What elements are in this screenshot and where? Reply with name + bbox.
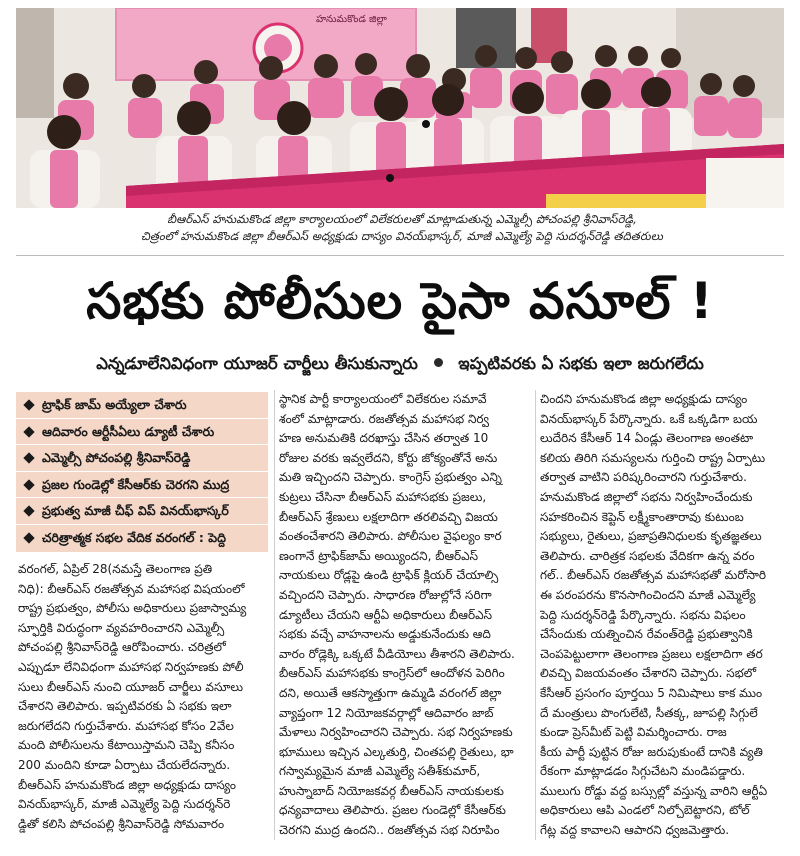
highlight-text: చరిత్రాత్మక సభల వేదిక వరంగల్ : పెద్ది — [42, 529, 226, 545]
highlight-item — [16, 525, 268, 552]
article-line: పోచంపల్లి శ్రీనివాస్‌రెడ్డి ఆరోపించారు. చరిత్రలో — [18, 640, 226, 655]
article-line: రోజుల వరకు ఇవ్వలేదని, కోర్టు జోక్యంతోనే అను — [279, 450, 498, 465]
article-line: ణంగానే ట్రాఫిక్‌జామ్ అయ్యిందని, బీఆర్ఎస్ — [279, 548, 479, 563]
article-line: వారం రోడ్లెక్కి ఒక్కటే వీడియోలు తీశారని తెలిపారు. — [279, 646, 515, 661]
article-line: డ్డితో కలిసి పోచంపల్లి శ్రీనివాస్‌రెడ్డి సోమవారం — [18, 816, 225, 831]
article-line: 200 మందిని కూడా ఏర్పాటు చేయలేదన్నారు. — [18, 757, 231, 772]
highlight-item — [16, 419, 268, 446]
article-line: బీఆర్ఎస్ శ్రేణులు లక్షలాదిగా తరలివచ్చి విజయ — [279, 509, 498, 524]
article-line: పెద్ది సుదర్శన్‌రెడ్డి పేర్కొన్నారు. సభను విఫలం — [540, 607, 746, 622]
article-line: స్థానిక పార్టీ కార్యాలయంలో విలేకరుల సమావే — [279, 392, 487, 406]
article-line: మంది పోలీసులను కేటాయిస్తామని చెప్పి కనీసం — [18, 738, 235, 753]
news-photo — [16, 8, 784, 208]
article-line: రాష్ట్ర ప్రభుత్వం, పోలీసు అధికారులు ప్రజాస్వామ్య — [18, 601, 247, 616]
article-line: అధికారులు ఆపి ఎండలో నిల్చోబెట్టారని, టోల్ — [540, 803, 750, 818]
article-line: తర్వాత వాటిని పరిష్కరించారని గుర్తుచేశారు. — [540, 470, 747, 485]
caption-line: బీఆర్ఎస్ హనుమకొండ జిల్లా కార్యాలయంలో విలేకరులతో మాట్లాడుతున్న ఎమ్మెల్సీ పోచంపల్లి శ్రీనివాస్‌రెడ్డి, — [167, 212, 637, 226]
highlight-text: ఎమ్మెల్సీ పోచంపల్లి శ్రీనివాస్‌రెడ్డి — [42, 450, 191, 466]
article-line: శంలో మాట్లాడారు. రజతోత్సవ మహాసభ నిర్వ — [279, 411, 489, 426]
article-line: ములుగు రోడ్డు వద్ద బస్సుల్లో వస్తున్న వారిని ఆర్టీఏ — [540, 783, 768, 798]
highlight-text: ట్రాఫిక్ జామ్ అయ్యేలా చేశారు — [42, 397, 187, 412]
article-line: సభ్యులు, రైతులు, ప్రజాప్రతినిధులకు కృతజ్ఞతలు — [540, 529, 762, 544]
article-column-2 — [279, 390, 531, 841]
article-line: డ్యూటీలు చేయని ఆర్టీఏ అధికారులు బీఆర్ఎస్ — [279, 607, 493, 622]
article-line: గేట్ల వద్ద కావాలని ఆపారని ధ్వజమెత్తారు. — [540, 823, 730, 838]
headline: సభకు పోలీసుల పైసా వసూల్ ! — [86, 272, 714, 330]
article-column-1 — [18, 560, 270, 834]
article-line: మేళాలు నిర్వహించారని చెప్పారు. సభ నిర్వహణకు — [279, 725, 513, 740]
article-line: చేసేందుకు యత్నించిన రేవంత్‌రెడ్డి ప్రభుత్వానికి — [540, 627, 753, 642]
article-line: గల్.. బీఆర్ఎస్ రజతోత్సవ మహాసభతో మరోసారి — [540, 568, 767, 583]
article-line: గస్వామ్యమైన మాజీ ఎమ్మెల్యే సతీశ్‌కుమార్, — [279, 764, 481, 779]
bullet-icon — [434, 358, 443, 367]
diamond-bullet-icon — [23, 532, 34, 543]
press-meet-photo — [16, 8, 784, 208]
column-divider — [535, 390, 536, 840]
highlight-item — [16, 392, 268, 419]
article-line: దని, అయితే ఆకస్మాత్తుగా ఉమ్మడి వరంగల్ జిల్లా — [279, 685, 502, 700]
article-line: హణ అనుమతికి దరఖాస్తు చేసిన తర్వాత 10 — [279, 431, 489, 446]
article-line: వ్యాప్తంగా 12 నియోజకవర్గాల్లో ఆదివారం జాబ్ — [279, 705, 494, 720]
article-line: చిందని హనుమకొండ జిల్లా అధ్యక్షుడు దాస్యం — [540, 392, 748, 406]
diamond-bullet-icon — [23, 453, 34, 464]
article-line: ధన్యవాదాలు తెలిపారు. ప్రజల గుండెల్లో కేసీఆర్‌కు — [279, 803, 506, 818]
article-line: కేసీఆర్ ప్రసంగం పూర్తయి 5 నిమిషాలు కాక ముం — [540, 685, 763, 700]
article-line: భూములు ఇచ్చిన ఎల్కతుర్తి, చింతపల్లి రైతులు, భా — [279, 744, 514, 759]
article-line: హుస్నాబాద్ నియోజకవర్గ బీఆర్ఎస్ నాయకులకు — [279, 783, 504, 798]
article-line: కుట్రలు చేసినా బీఆర్ఎస్ మహాసభకు ప్రజలు, — [279, 489, 487, 504]
article-line: సభకు వచ్చే వాహనాలను అడ్డుకునేందుకు ఆది — [279, 627, 491, 642]
highlight-item — [16, 498, 268, 525]
article-line: తెలిపారు. చారిత్రక సభలకు వేదికగా ఉన్న వరం — [540, 548, 755, 563]
column-divider — [274, 390, 275, 840]
article-line: మతి ఇచ్చిందని చెప్పారు. కాంగ్రెస్ ప్రభుత్వం ఎన్ని — [279, 470, 502, 485]
article-line: నాయకులు రోడ్లపై ఉండి ట్రాఫిక్ క్లియర్ చేయాల్సి — [279, 568, 499, 583]
highlight-text: ప్రజల గుండెల్లో కేసీఆర్‌కు చెరగని ముద్ర — [42, 476, 230, 492]
diamond-bullet-icon — [23, 479, 34, 490]
photo-caption — [22, 211, 782, 245]
article-line: చెరగని ముద్ర ఉందని.. రజతోత్సవ సభ నిరూపిం — [279, 823, 500, 838]
article-line: బీఆర్ఎస్ హనుమకొండ జిల్లా అధ్యక్షుడు దాస్యం — [18, 777, 236, 792]
article-column-3 — [540, 390, 786, 841]
article-line: స్ఫూర్తికి విరుద్ధంగా వ్యవహరించారని ఎమ్మెల్సీ — [18, 620, 225, 635]
subheadline-part: ఇప్పటివరకు ఏ సభకు ఇలా జరుగలేదు — [458, 354, 704, 373]
article-line: వినయ్‌భాస్కర్ పేర్కొన్నారు. ఒకే ఒక్కడిగా బయ — [540, 411, 758, 426]
caption-line: చిత్రంలో హనుమకొండ జిల్లా బీఆర్ఎస్ అధ్యక్షుడు దాస్యం వినయ్‌భాస్కర్, మాజీ ఎమ్మెల్యే పెద్ది సుదర్శన్‌రెడ్డి తదితరులు — [141, 229, 663, 243]
highlight-item — [16, 445, 268, 472]
banner-text: హనుమకొండ జిల్లా — [316, 14, 387, 25]
article-line: సులు బీఆర్ఎస్ నుంచి యూజర్ చార్జీలు వసూలు — [18, 679, 244, 694]
article-line: జరుగలేదని గుర్తుచేశారు. మహాసభ కోసం 2వేల — [18, 718, 234, 733]
article-line: ఎప్పుడూ లేనివిధంగా మహాసభ నిర్వహణకు పోలీ — [18, 659, 244, 674]
article-line: సహకరించిన కెప్టెన్ లక్ష్మీకాంతారావు కుటుంబ — [540, 509, 744, 524]
highlights-box — [16, 392, 268, 552]
article-line: చేశారని తెలిపారు. ఇప్పటివరకు ఏ సభకు ఇలా — [18, 699, 232, 714]
highlight-text: ప్రభుత్వ మాజీ చీఫ్ విప్ వినయ్‌భాస్కర్ — [42, 503, 229, 519]
article-line: కుండా ప్రెస్‌మీట్ పెట్టి విమర్శించారు. రాజ — [540, 725, 727, 740]
article-line: వంతంచేశారని తెలిపారు. పోలీసుల వైఫల్యం కార — [279, 529, 502, 544]
article-line: కీయ పార్టీ పుట్టిన రోజు జరుపుకుంటే దానికి వ్యతి — [540, 744, 763, 759]
diamond-bullet-icon — [23, 426, 34, 437]
article-line: నిధి): బీఆర్ఎస్ రజతోత్సవ మహాసభ విషయంలో — [18, 581, 245, 596]
highlight-text: ఆదివారం ఆర్టీసీఏలు డ్యూటీ చేశారు — [42, 423, 215, 439]
article-line: వినయ్‌భాస్కర్, మాజీ ఎమ్మెల్యే పెద్ది సుదర్శన్‌రె — [18, 797, 231, 812]
article-line: లుదేరిన కేసీఆర్ 14 ఏండ్లు తెలంగాణ అంతటా — [540, 431, 754, 446]
article-line: చెంపపెట్టులాగా తెలంగాణ ప్రజలు లక్షలాదిగా తర — [540, 646, 763, 661]
article-line: ఈ పరంపరను కొనసాగించిందని మాజీ ఎమ్మెల్యే — [540, 587, 756, 602]
highlight-item — [16, 472, 268, 499]
article-line: వరంగల్, ఏప్రిల్ 28(నమస్తే తెలంగాణ ప్రతి — [18, 562, 213, 576]
diamond-bullet-icon — [23, 506, 34, 517]
article-line: రేకంగా మాట్లాడడం సిగ్గుచేటని మండిపడ్డారు. — [540, 764, 746, 779]
subheadline — [16, 350, 784, 378]
divider — [16, 255, 784, 256]
diamond-bullet-icon — [23, 399, 34, 410]
article-line: బీఆర్ఎస్ మహాసభకు కాంగ్రెస్‌లో ఆందోళన పెరిగిం — [279, 666, 505, 681]
article-line: హనుమకొండ జిల్లాలో సభను నిర్వహించేందుకు — [540, 489, 753, 504]
article-line: లివచ్చి విజయవంతం చేశారని చెప్పారు. సభలో — [540, 666, 757, 681]
article-line: కలియ తిరిగి సమస్యలను గుర్తించి రాష్ట్ర ఏర్పాటు — [540, 450, 766, 465]
subheadline-part: ఎన్నడూలేనివిధంగా యూజర్ చార్జీలు తీసుకున్నారు — [96, 354, 418, 373]
article-line: దే మంత్రులు పొంగులేటి, సీతక్క, జూపల్లి సిగ్గులే — [540, 705, 758, 720]
article-line: వచ్చిందని చెప్పారు. సాధారణ రోజుల్లోనే సరిగా — [279, 587, 492, 602]
